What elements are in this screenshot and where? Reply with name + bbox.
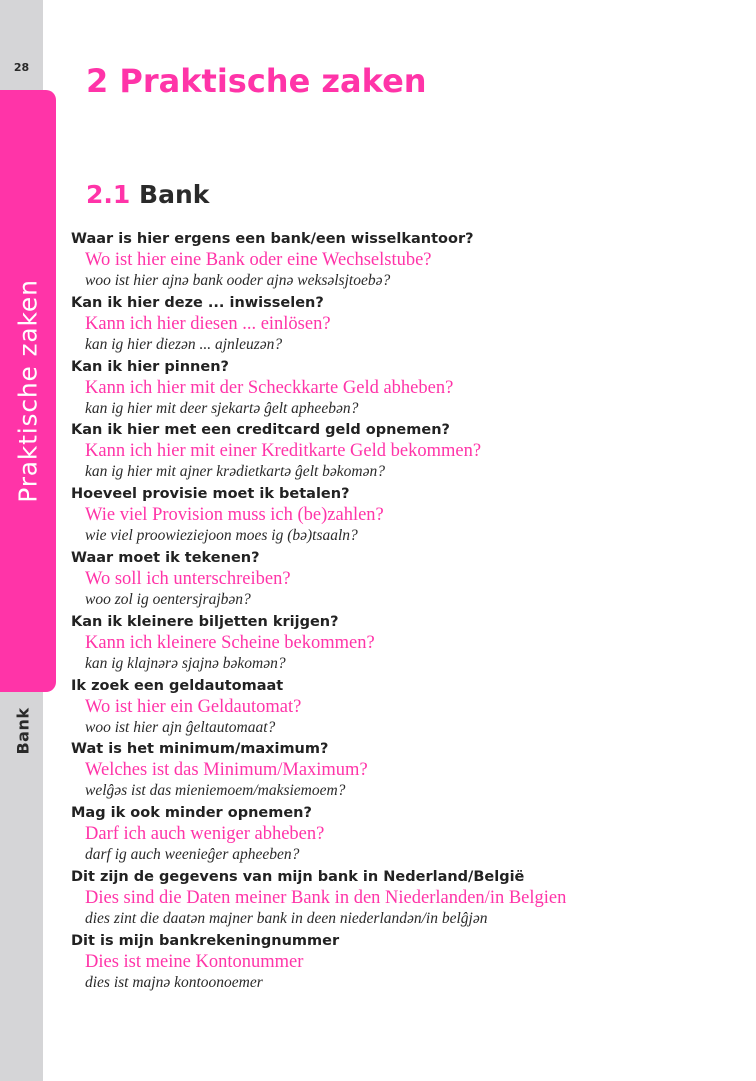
chapter-tab-label: Praktische zaken <box>13 279 43 503</box>
pronunciation: kan ig hier mit ajner krədietkartə ĝelt bəkomən? <box>85 463 386 481</box>
german-translation: Dies sind die Daten meiner Bank in den Niederlanden/in Belgien <box>85 887 567 908</box>
phrase-entry <box>71 293 741 357</box>
phrase-entry <box>71 484 741 548</box>
german-translation: Wo soll ich unterschreiben? <box>85 568 291 589</box>
phrase-entry <box>71 357 741 421</box>
german-translation: Dies ist meine Kontonummer <box>85 951 304 972</box>
section-tab-label: Bank <box>13 707 33 755</box>
phrase-entry <box>71 676 741 740</box>
pronunciation: dies zint die daatən majner bank in deen niederlandən/in belĝjən <box>85 909 488 927</box>
german-translation: Wo ist hier eine Bank oder eine Wechselstube? <box>85 250 432 270</box>
pronunciation: dies ist majnə kontoonoemer <box>85 973 263 991</box>
german-translation: Wie viel Provision muss ich (be)zahlen? <box>85 505 384 526</box>
german-translation: Kann ich kleinere Scheine bekommen? <box>85 632 375 653</box>
german-translation: Kann ich hier mit der Scheckkarte Geld abheben? <box>85 377 454 398</box>
phrase-entry <box>71 931 741 995</box>
pronunciation: darf ig auch weenieĝer apheeben? <box>85 846 300 864</box>
dutch-phrase: Dit is mijn bankrekeningnummer <box>71 932 340 949</box>
section-number: 2.1 <box>86 180 131 209</box>
phrase-entry <box>71 739 741 803</box>
german-translation: Kann ich hier mit einer Kreditkarte Geld bekommen? <box>85 441 482 462</box>
section-name: Bank <box>139 180 210 209</box>
phrase-entry <box>71 420 741 484</box>
phrase-entry <box>71 548 741 612</box>
dutch-phrase: Kan ik hier deze ... inwisselen? <box>71 294 324 311</box>
german-translation: Darf ich auch weniger abheben? <box>85 824 325 845</box>
german-translation: Kann ich hier diesen ... einlösen? <box>85 313 331 334</box>
page-number: 28 <box>13 61 30 74</box>
dutch-phrase: Mag ik ook minder opnemen? <box>71 805 312 822</box>
section-title <box>86 180 209 210</box>
phrase-entry <box>71 867 741 931</box>
dutch-phrase: Dit zijn de gegevens van mijn bank in Nederland/België <box>71 868 525 885</box>
pronunciation: woo zol ig oentersjrajbən? <box>85 590 251 608</box>
dutch-phrase: Kan ik kleinere biljetten krijgen? <box>71 613 339 630</box>
pronunciation: kan ig hier diezən ... ajnleuzən? <box>85 335 283 353</box>
phrase-list <box>71 229 741 995</box>
pronunciation: kan ig hier mit deer sjekartə ĝelt apheebən? <box>85 399 359 417</box>
dutch-phrase: Wat is het minimum/maximum? <box>71 741 329 758</box>
phrase-entry <box>71 803 741 867</box>
dutch-phrase: Kan ik hier met een creditcard geld opnemen? <box>71 422 450 439</box>
pronunciation: welĝəs ist das mieniemoem/maksiemoem? <box>85 782 346 800</box>
pronunciation: wie viel proowieziejoon moes ig (bə)tsaaln? <box>85 527 358 545</box>
german-translation: Welches ist das Minimum/Maximum? <box>85 760 368 781</box>
dutch-phrase: Waar moet ik tekenen? <box>71 549 260 566</box>
pronunciation: woo ist hier ajnə bank ooder ajnə weksəlsjtoebə? <box>85 272 391 289</box>
phrase-entry <box>71 229 741 293</box>
german-translation: Wo ist hier ein Geldautomat? <box>85 696 302 717</box>
chapter-title: 2 Praktische zaken <box>86 62 427 100</box>
dutch-phrase: Hoeveel provisie moet ik betalen? <box>71 486 350 503</box>
dutch-phrase: Ik zoek een geldautomaat <box>71 677 284 694</box>
dutch-phrase: Waar is hier ergens een bank/een wisselkantoor? <box>71 231 474 247</box>
dutch-phrase: Kan ik hier pinnen? <box>71 358 229 375</box>
pronunciation: woo ist hier ajn ĝeltautomaat? <box>85 718 276 736</box>
pronunciation: kan ig klajnərə sjajnə bəkomən? <box>85 654 286 672</box>
phrase-entry <box>71 612 741 676</box>
